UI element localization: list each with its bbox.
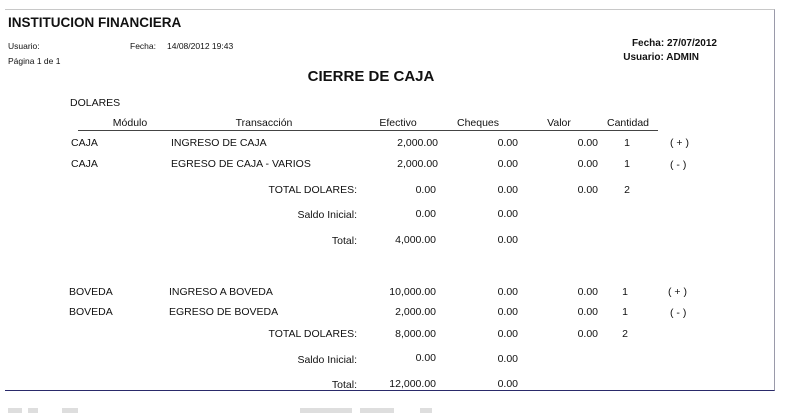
total-cantidad: 2	[622, 328, 628, 340]
usuario-label: Usuario:	[8, 41, 40, 51]
total-cantidad: 2	[624, 184, 630, 196]
report-date: Fecha: 27/07/2012	[631, 38, 717, 49]
total-efectivo: 8,000.00	[395, 328, 436, 340]
table-row-valor: 0.00	[577, 306, 598, 318]
grand-total-cheques: 0.00	[497, 378, 518, 390]
table-row-cantidad: 1	[622, 306, 628, 318]
table-row-modulo: BOVEDA	[69, 286, 113, 298]
table-row-transaccion: EGRESO DE BOVEDA	[169, 306, 279, 318]
total-cheques: 0.00	[497, 328, 518, 340]
saldo-efectivo: 0.00	[415, 208, 436, 220]
col-header-efectivo: Efectivo	[379, 117, 417, 129]
table-row-efectivo: 2,000.00	[397, 158, 438, 170]
table-row-cantidad: 1	[624, 137, 630, 149]
table-row-signo: ( - )	[670, 307, 687, 319]
col-header-cantidad: Cantidad	[606, 117, 650, 129]
saldo-inicial-label: Saldo Inicial:	[297, 209, 357, 221]
cut-off-text-strip	[0, 405, 798, 417]
table-row-modulo: CAJA	[71, 158, 98, 170]
report-title: CIERRE DE CAJA	[307, 68, 435, 85]
table-row-cantidad: 1	[622, 286, 628, 298]
report-user: Usuario: ADMIN	[623, 52, 699, 63]
col-header-transaccion: Transacción	[235, 117, 293, 129]
table-row-signo: ( + )	[668, 286, 687, 298]
header-divider	[78, 130, 658, 131]
table-row-efectivo: 2,000.00	[397, 137, 438, 149]
grand-total-label: Total:	[331, 235, 357, 247]
table-row-transaccion: INGRESO DE CAJA	[171, 137, 267, 149]
table-row-transaccion: EGRESO DE CAJA - VARIOS	[171, 158, 311, 170]
fecha-label: Fecha:	[130, 41, 156, 51]
total-dolares-label: TOTAL DOLARES:	[268, 184, 357, 196]
table-row-cheques: 0.00	[497, 286, 518, 298]
total-valor: 0.00	[577, 184, 598, 196]
table-row-efectivo: 10,000.00	[389, 286, 436, 298]
col-header-valor: Valor	[547, 117, 571, 129]
table-row-modulo: BOVEDA	[69, 306, 113, 318]
grand-total-cheques: 0.00	[497, 234, 518, 246]
table-row-signo: ( - )	[670, 159, 687, 171]
saldo-efectivo: 0.00	[415, 352, 436, 364]
table-row-cheques: 0.00	[497, 306, 518, 318]
fecha-impresion: 14/08/2012 19:43	[167, 41, 234, 51]
table-row-cantidad: 1	[624, 158, 630, 170]
grand-total-efectivo: 12,000.00	[389, 378, 436, 390]
total-cheques: 0.00	[497, 184, 518, 196]
saldo-cheques: 0.00	[497, 353, 518, 365]
table-row-valor: 0.00	[577, 286, 598, 298]
total-dolares-label: TOTAL DOLARES:	[268, 328, 357, 340]
saldo-inicial-label: Saldo Inicial:	[297, 354, 357, 366]
table-row-valor: 0.00	[577, 137, 598, 149]
table-row-cheques: 0.00	[497, 158, 518, 170]
table-row-valor: 0.00	[577, 158, 598, 170]
grand-total-efectivo: 4,000.00	[395, 234, 436, 246]
total-efectivo: 0.00	[415, 184, 436, 196]
col-header-cheques: Cheques	[456, 117, 500, 129]
page-number: Página 1 de 1	[8, 56, 61, 66]
table-row-transaccion: INGRESO A BOVEDA	[169, 286, 273, 298]
col-header-modulo: Módulo	[112, 117, 148, 129]
table-row-signo: ( + )	[670, 137, 689, 149]
saldo-cheques: 0.00	[497, 208, 518, 220]
table-row-cheques: 0.00	[497, 137, 518, 149]
institution-name: INSTITUCION FINANCIERA	[8, 15, 182, 30]
table-row-efectivo: 2,000.00	[395, 306, 436, 318]
currency-label: DOLARES	[70, 97, 121, 109]
total-valor: 0.00	[577, 328, 598, 340]
table-row-modulo: CAJA	[71, 137, 98, 149]
grand-total-label: Total:	[331, 379, 357, 391]
